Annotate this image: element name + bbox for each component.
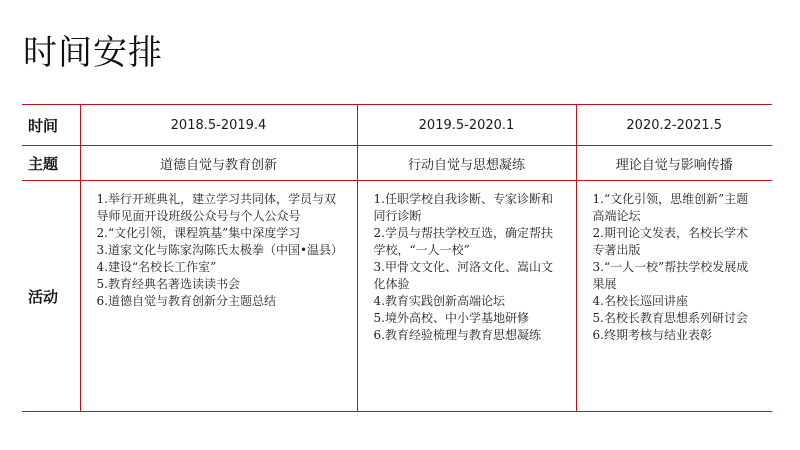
list-item: 2.期刊论文发表，名校长学术专著出版 xyxy=(592,226,748,257)
row-label-theme: 主题 xyxy=(22,146,80,181)
list-item: 4.教育实践创新高端论坛 xyxy=(373,294,505,308)
list-item: 3.“一人一校”帮扶学校发展成果展 xyxy=(592,260,749,291)
list-item: 2.“文化引领，课程筑基”集中深度学习 xyxy=(96,226,301,240)
row-label-activities: 活动 xyxy=(22,181,80,412)
list-item: 6.道德自觉与教育创新分主题总结 xyxy=(96,294,276,308)
page-title: 时间安排 xyxy=(23,33,163,73)
period-cell-1: 2018.5-2019.4 xyxy=(80,105,357,146)
activities-list-1 xyxy=(81,181,357,310)
list-item: 5.教育经典名著选读读书会 xyxy=(96,277,240,291)
list-item: 5.名校长教育思想系列研讨会 xyxy=(592,311,748,325)
activities-cell-1 xyxy=(80,181,357,412)
activities-list-3 xyxy=(577,181,773,344)
list-item: 3.甲骨文文化、河洛文化、嵩山文化体验 xyxy=(373,260,553,291)
list-item: 6.终期考核与结业表彰 xyxy=(592,328,712,342)
list-item: 4.名校长巡回讲座 xyxy=(592,294,688,308)
list-item: 6.教育经验梳理与教育思想凝练 xyxy=(373,328,541,342)
row-label-period: 时间 xyxy=(22,105,80,146)
list-item: 5.境外高校、中小学基地研修 xyxy=(373,311,529,325)
activities-cell-3 xyxy=(576,181,772,412)
list-item: 2.学员与帮扶学校互选，确定帮扶学校，“一人一校” xyxy=(373,226,553,257)
list-item: 1.“文化引领，思维创新”主题高端论坛 xyxy=(592,192,749,223)
table-row-activities xyxy=(22,181,772,412)
list-item: 3.道家文化与陈家沟陈氏太极拳（中国•温县） xyxy=(96,243,344,257)
theme-cell-2: 行动自觉与思想凝练 xyxy=(357,146,576,181)
table-row-theme xyxy=(22,146,772,181)
period-cell-2: 2019.5-2020.1 xyxy=(357,105,576,146)
activities-cell-2 xyxy=(357,181,576,412)
theme-cell-1: 道德自觉与教育创新 xyxy=(80,146,357,181)
activities-list-2 xyxy=(358,181,576,344)
period-cell-3: 2020.2-2021.5 xyxy=(576,105,772,146)
list-item: 1.举行开班典礼，建立学习共同体，学员与双导师见面开设班级公众号与个人公众号 xyxy=(96,192,336,223)
table-row-period xyxy=(22,105,772,146)
list-item: 1.任职学校自我诊断、专家诊断和同行诊断 xyxy=(373,192,553,223)
schedule-table xyxy=(22,104,772,412)
list-item: 4.建设“名校长工作室” xyxy=(96,260,217,274)
theme-cell-3: 理论自觉与影响传播 xyxy=(576,146,772,181)
